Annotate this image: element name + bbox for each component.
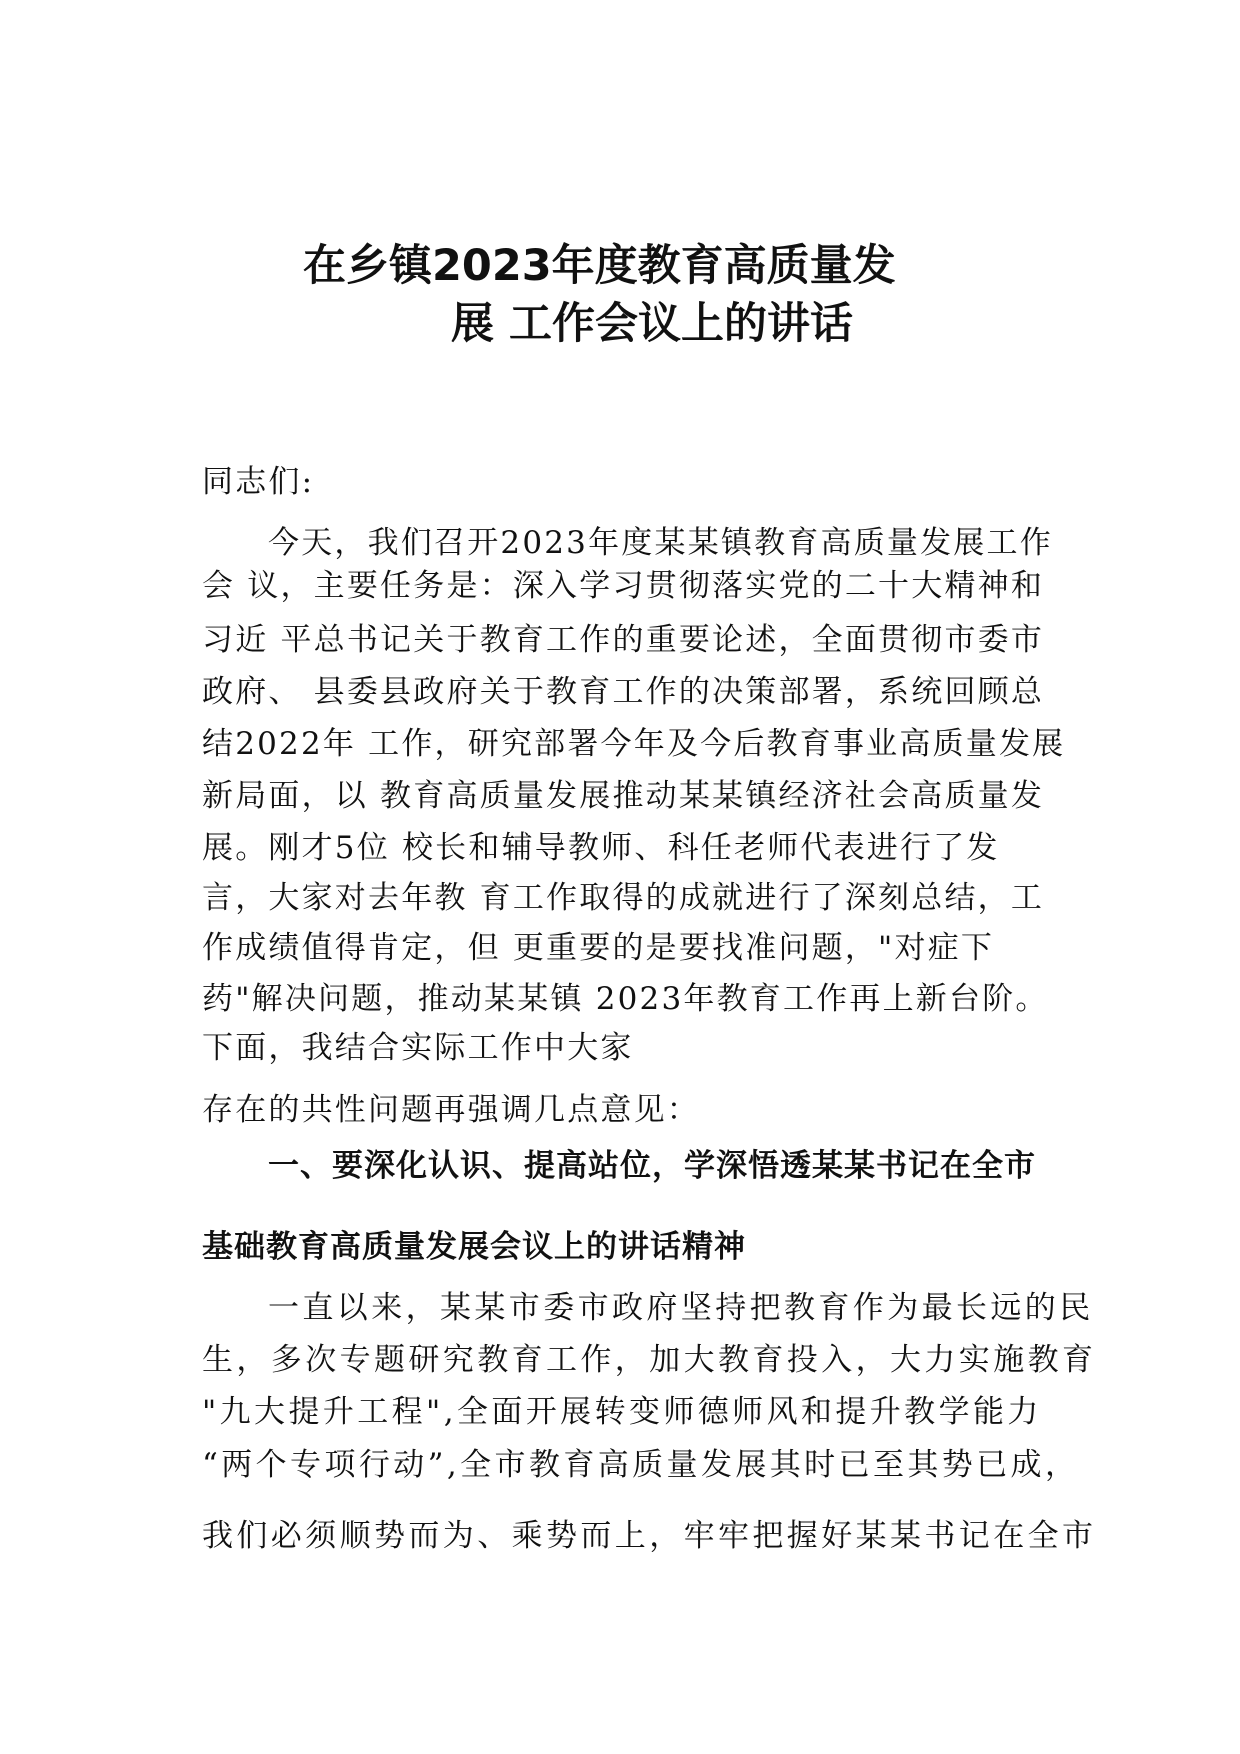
paragraph-2-line: 一直以来，某某市委市政府坚持把教育作为最长远的民: [268, 1290, 1094, 1326]
section-heading-1-line-1: 一、要深化认识、提高站位，学深悟透某某书记在全市: [268, 1148, 1036, 1184]
paragraph-1-line: 政府、 县委县政府关于教育工作的决策部署，系统回顾总: [202, 674, 1045, 710]
paragraph-1-line: 新局面，以 教育高质量发展推动某某镇经济社会高质量发: [202, 778, 1045, 814]
paragraph-1-line: 言，大家对去年教 育工作取得的成就进行了深刻总结，工: [202, 880, 1045, 916]
paragraph-2-line: 我们必须顺势而为、乘势而上，牢牢把握好某某书记在全市: [202, 1518, 1097, 1554]
paragraph-1-line: 下面，我结合实际工作中大家: [202, 1030, 634, 1066]
salutation: 同志们:: [202, 464, 315, 500]
paragraph-1-line: 今天，我们召开2023年度某某镇教育高质量发展工作: [268, 525, 1053, 561]
document-title-line-2: 展 工作会议上的讲话: [451, 299, 853, 349]
paragraph-1-line: 习近 平总书记关于教育工作的重要论述，全面贯彻市委市: [202, 622, 1045, 658]
paragraph-1-line: 存在的共性问题再强调几点意见：: [202, 1092, 700, 1128]
paragraph-2-line: 生，多次专题研究教育工作，加大教育投入，大力实施教育: [202, 1342, 1097, 1378]
section-heading-1-line-2: 基础教育高质量发展会议上的讲话精神: [202, 1229, 746, 1265]
paragraph-1-line: 结2022年 工作，研究部署今年及今后教育事业高质量发展: [202, 726, 1066, 762]
paragraph-1-line: 作成绩值得肯定，但 更重要的是要找准问题，"对症下: [202, 930, 995, 966]
paragraph-2-line: “两个专项行动”,全市教育高质量发展其时已至其势已成，: [202, 1447, 1080, 1483]
paragraph-2-line: "九大提升工程",全面开展转变师德师风和提升教学能力: [202, 1394, 1042, 1430]
paragraph-1-line: 会 议，主要任务是：深入学习贯彻落实党的二十大精神和: [202, 568, 1045, 604]
paragraph-1-line: 展。刚才5位 校长和辅导教师、科任老师代表进行了发: [202, 830, 1000, 866]
paragraph-1-line: 药"解决问题，推动某某镇 2023年教育工作再上新台阶。: [202, 981, 1049, 1017]
document-title-line-1: 在乡镇2023年度教育高质量发: [303, 241, 896, 291]
